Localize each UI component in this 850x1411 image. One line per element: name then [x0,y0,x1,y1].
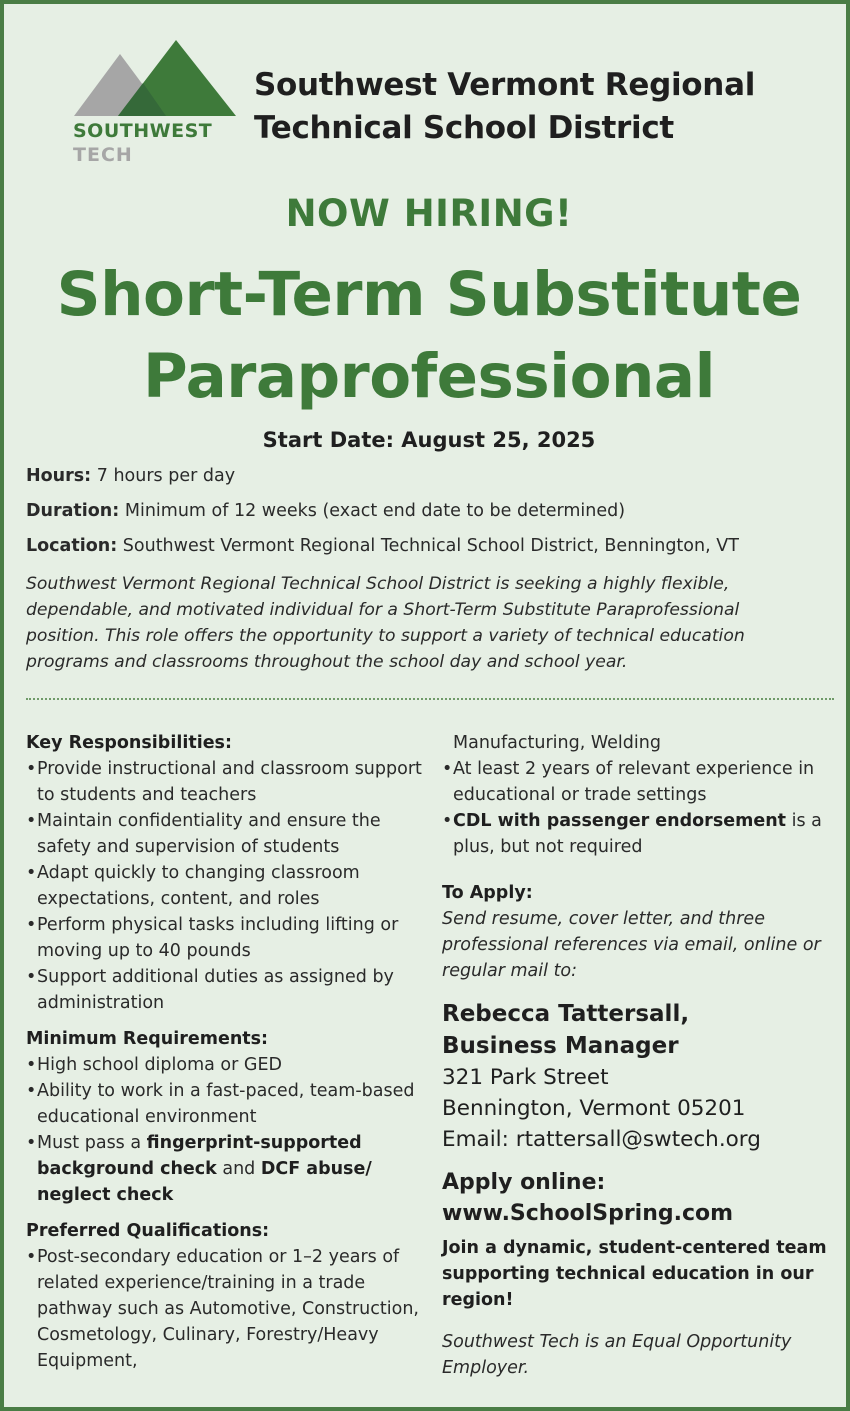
preferred-qualifications-heading: Preferred Qualifications: [26,1221,270,1241]
duration-label: Duration: [26,501,120,521]
list-item: • Support additional duties as assigned by administration [26,964,426,1016]
list-item: • Adapt quickly to changing classroom expectations, content, and roles [26,860,426,912]
hours-label: Hours: [26,466,92,486]
org-name-line1: Southwest Vermont Regional [254,67,756,103]
start-date: Start Date: August 25, 2025 [262,428,596,452]
list-item: • Post-secondary education or 1–2 years of related experience/training in a trade pathway such as Automotive, Construction, Cosmetology, Culinary, Forestry/Heavy Equipment, [26,1244,426,1374]
right-column [442,730,837,1381]
intro-line: Southwest Vermont Regional Technical School District is seeking a highly flexible, [26,574,730,594]
org-name [254,64,834,150]
hours-row [26,466,836,486]
now-hiring-heading: NOW HIRING! [285,192,573,235]
logo-word-tech: TECH [73,144,133,166]
list-item: • Maintain confidentiality and ensure the safety and supervision of students [26,808,426,860]
job-title-line2: Paraprofessional [143,341,715,412]
list-item: • Provide instructional and classroom support to students and teachers [26,756,426,808]
dotted-divider [26,698,834,700]
qualification-text: is a plus, but not required [453,811,822,857]
intro-line: dependable, and motivated individual for a Short-Term Substitute Paraprofessional [26,600,740,620]
preferred-qualifications-list-cont [442,756,837,860]
equal-opportunity-statement: Southwest Tech is an Equal Opportunity Employer. [442,1332,792,1378]
list-item [442,808,837,860]
left-column [26,730,426,1374]
join-team-text: Join a dynamic, student-centered team supporting technical education in our region! [442,1238,827,1310]
address-line2: Bennington, Vermont 05201 [442,1096,746,1121]
contact-email[interactable]: Email: rtattersall@swtech.org [442,1127,761,1152]
contact-name-line1: Rebecca Tattersall, [442,1001,690,1027]
school-logo [70,38,240,168]
key-responsibilities-list [26,756,426,1016]
requirement-bold: DCF abuse/ neglect check [37,1159,372,1205]
apply-online-link[interactable]: www.SchoolSpring.com [442,1201,734,1226]
list-item: • Perform physical tasks including lifting or moving up to 40 pounds [26,912,426,964]
list-item: • Ability to work in a fast-paced, team-based educational environment [26,1078,426,1130]
apply-online-label: Apply online: [442,1170,606,1195]
intro-paragraph [26,571,834,675]
preferred-qualifications-list [26,1244,426,1374]
intro-line: programs and classrooms throughout the school day and school year. [26,652,628,672]
job-title-line1: Short-Term Substitute [56,259,802,330]
logo-word-southwest: SOUTHWEST [73,120,213,142]
requirement-text: and [216,1159,261,1179]
location-label: Location: [26,536,118,556]
requirement-bold: fingerprint-supported background check [37,1133,362,1179]
address-line1: 321 Park Street [442,1065,609,1090]
list-item [26,1130,426,1208]
job-title [4,254,850,418]
key-responsibilities-heading: Key Responsibilities: [26,733,232,753]
location-value: Southwest Vermont Regional Technical School District, Bennington, VT [122,536,739,556]
minimum-requirements-heading: Minimum Requirements: [26,1029,269,1049]
qualification-continued: Manufacturing, Welding [453,733,661,753]
list-item: • High school diploma or GED [26,1052,426,1078]
contact-name-line2: Business Manager [442,1033,679,1059]
to-apply-heading: To Apply: [442,883,533,903]
org-name-line2: Technical School District [254,110,674,146]
qualification-bold: CDL with passenger endorsement [453,811,787,831]
list-item: • At least 2 years of relevant experience in educational or trade settings [442,756,837,808]
duration-value: Minimum of 12 weeks (exact end date to be determined) [124,501,626,521]
location-row [26,536,836,556]
intro-line: position. This role offers the opportunity to support a variety of technical education [26,626,745,646]
minimum-requirements-list [26,1052,426,1208]
hours-value: 7 hours per day [96,466,236,486]
requirement-text: Must pass a [37,1133,147,1153]
to-apply-text: Send resume, cover letter, and three professional references via email, online or regular mail to: [442,909,821,981]
duration-row [26,501,836,521]
mountain-logo-icon [70,38,240,120]
